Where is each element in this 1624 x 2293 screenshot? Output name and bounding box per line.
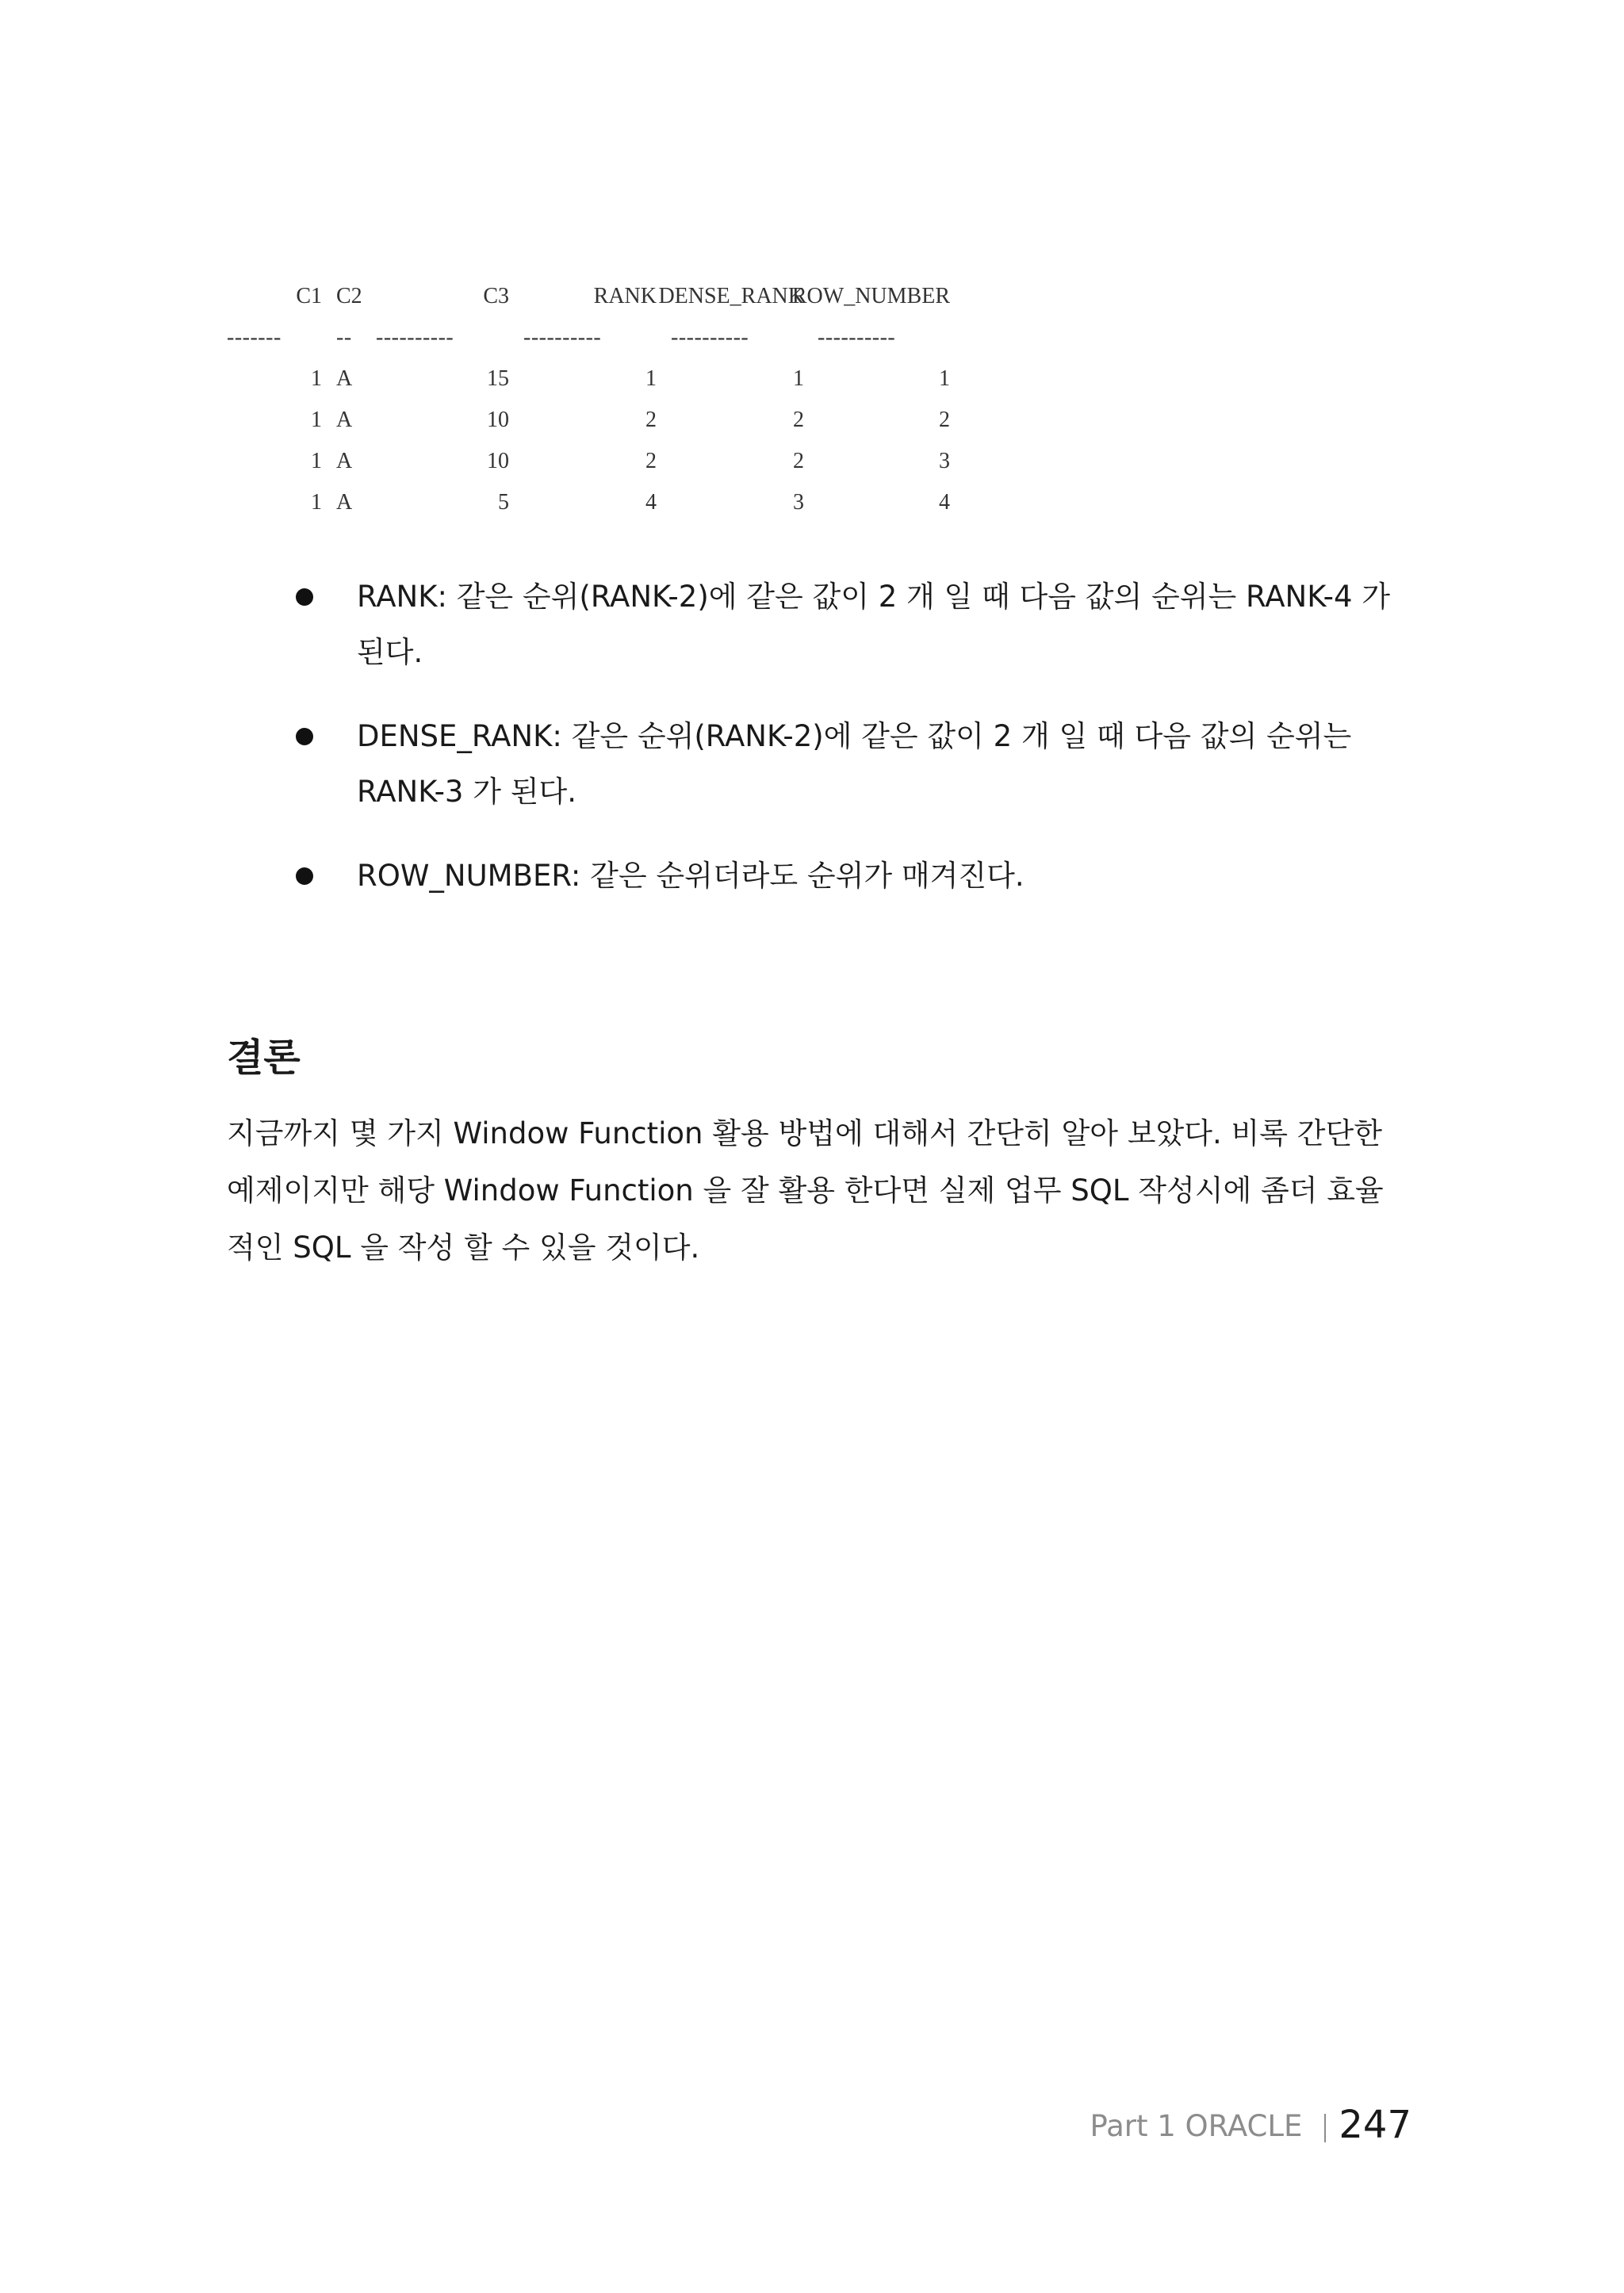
table-cell: 4 [939,490,950,515]
table-divider: ---------- [523,325,602,350]
bullet-text: RANK: 같은 순위(RANK-2)에 같은 값이 2 개 일 때 다음 값의 순위는 RANK-4 가 된다. [357,580,1391,669]
table-cell: 2 [645,408,657,432]
conclusion-paragraph: 지금까지 몇 가지 Window Function 활용 방법에 대해서 간단히 알아 보았다. 비록 간단한 예제이지만 해당 Window Function 을 잘 활용 한다면 실제 업무 SQL 작성시에 좀더 효율적인 SQL 을 작성 할 수 있을 것이다. [227,1116,1384,1265]
bullet-list [285,569,1411,932]
table-divider: ---------- [818,325,896,350]
table-cell: 15 [487,366,509,391]
table-cell: 4 [645,490,657,515]
table-cell: 10 [487,449,509,473]
table-divider: -- [336,325,352,350]
table-cell: 1 [311,366,322,391]
table-row [227,441,1020,482]
page-number: 247 [1339,2103,1411,2147]
table-cell: A [336,449,353,473]
table-cell: 1 [793,366,804,391]
table-header-cell: ROW_NUMBER [791,284,950,308]
table-cell: 10 [487,408,509,432]
table-cell: 1 [311,490,322,515]
table-divider: ------- [227,325,282,350]
table-divider: ---------- [671,325,749,350]
bullet-text: DENSE_RANK: 같은 순위(RANK-2)에 같은 값이 2 개 일 때 다음 값의 순위는 RANK-3 가 된다. [357,719,1352,809]
table-cell: 5 [498,490,509,515]
table-divider-row [227,317,1020,358]
table-cell: 2 [939,408,950,432]
table-cell: 2 [645,449,657,473]
table-cell: 3 [793,490,804,515]
table-cell: 1 [939,366,950,391]
footer-separator [1324,2114,1326,2142]
table-cell: 2 [793,408,804,432]
list-item [285,709,1411,820]
table-divider: ---------- [376,325,454,350]
list-item [285,569,1411,680]
table-cell: 1 [311,449,322,473]
table-header-row [227,276,1020,317]
table-cell: A [336,490,353,515]
table-cell: 3 [939,449,950,473]
page-footer [1090,2095,1411,2150]
table-row [227,358,1020,400]
bullet-text: ROW_NUMBER: 같은 순위더라도 순위가 매겨진다. [357,859,1025,893]
table-row [227,482,1020,523]
bullet-dot-icon [296,588,313,606]
bullet-dot-icon [296,867,313,885]
table-cell: A [336,408,353,432]
table-cell: A [336,366,353,391]
result-table [227,276,1020,523]
bullet-dot-icon [296,728,313,745]
table-header-cell: C1 [296,284,322,308]
table-header-cell: RANK [593,284,657,308]
section-title: 결론 [227,1035,301,1080]
list-item [285,848,1411,904]
table-row [227,400,1020,441]
table-header-cell: C3 [483,284,509,308]
table-header-cell: C2 [336,284,362,308]
table-cell: 1 [311,408,322,432]
table-header-cell: DENSE_RANK [658,284,804,308]
footer-label: Part 1 ORACLE [1090,2109,1303,2143]
table-cell: 2 [793,449,804,473]
table-cell: 1 [645,366,657,391]
